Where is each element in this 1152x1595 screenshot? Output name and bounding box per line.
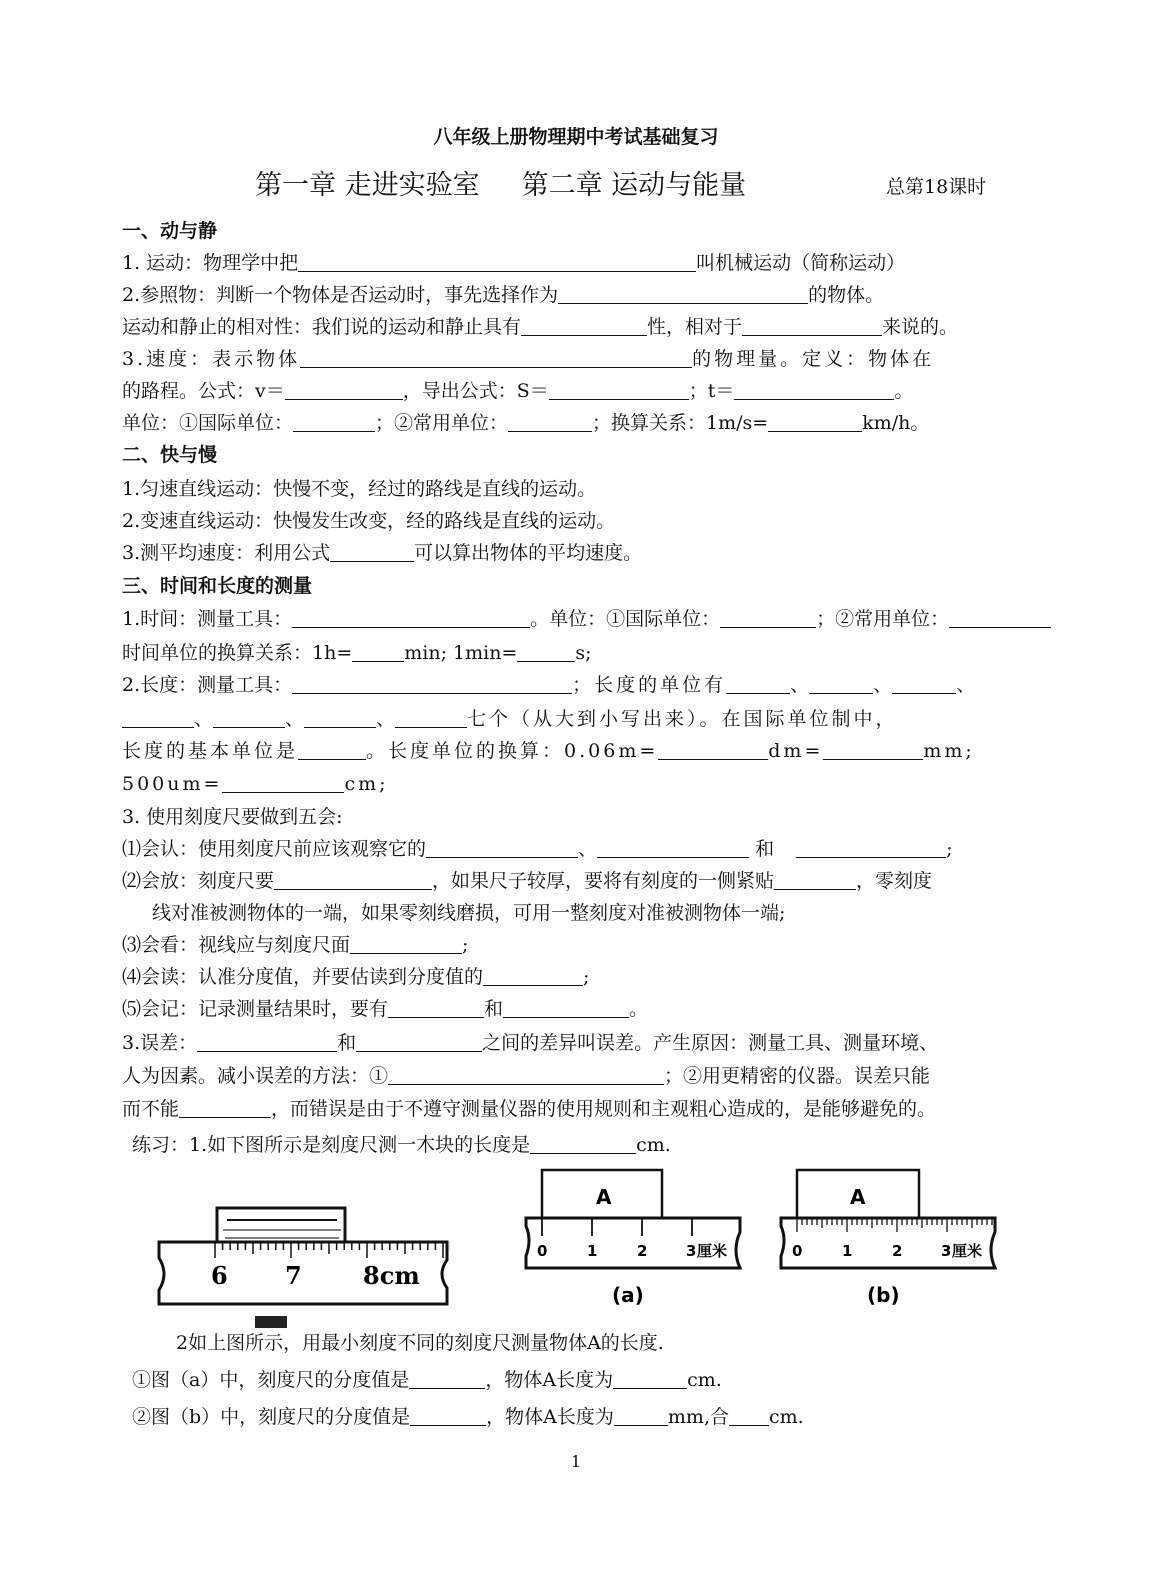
s2-line-3: 3.测平均速度：利用公式 可以算出物体的平均速度。 bbox=[122, 542, 643, 564]
answer-blank[interactable] bbox=[768, 411, 862, 432]
answer-blank[interactable] bbox=[892, 673, 956, 694]
answer-blank[interactable] bbox=[298, 251, 696, 272]
answer-blank[interactable] bbox=[293, 411, 375, 432]
ruler-label-0: 0 bbox=[792, 1242, 803, 1260]
answer-blank[interactable] bbox=[742, 315, 882, 336]
answer-blank[interactable] bbox=[388, 1064, 664, 1085]
answer-blank[interactable] bbox=[658, 739, 768, 760]
answer-blank[interactable] bbox=[774, 869, 856, 890]
answer-blank[interactable] bbox=[285, 379, 403, 400]
ruler-rule-4: ⑷会读：认准分度值，并要估读到分度值的 ; bbox=[122, 966, 590, 988]
ruler-label-3: 3 bbox=[941, 1242, 952, 1260]
figure-caption-smudge bbox=[255, 1316, 287, 1328]
ruler-label-2: 2 bbox=[637, 1242, 648, 1260]
answer-blank[interactable] bbox=[530, 1133, 636, 1154]
error-line-3: 而不能 ，而错误是由于不遵守测量仪器的使用规则和主观粗心造成的，是能够避免的。 bbox=[122, 1098, 937, 1120]
answer-blank[interactable] bbox=[330, 541, 414, 562]
answer-blank[interactable] bbox=[734, 379, 894, 400]
ruler-rules-heading: 3. 使用刻度尺要做到五会: bbox=[122, 806, 343, 828]
section-2-heading: 二、快与慢 bbox=[122, 444, 218, 466]
ruler-rule-2-cont: 线对准被测物体的一端，如果零刻线磨损，可用一整刻度对准被测物体一端; bbox=[152, 902, 786, 924]
ruler-label-0: 0 bbox=[537, 1242, 548, 1260]
answer-blank[interactable] bbox=[426, 837, 578, 858]
practice-1: 练习：1.如下图所示是刻度尺测一木块的长度是 cm. bbox=[132, 1134, 671, 1156]
ruler-label-7: 7 bbox=[285, 1261, 302, 1290]
answer-blank[interactable] bbox=[809, 673, 873, 694]
ruler-label-3: 3 bbox=[686, 1242, 697, 1260]
practice-2-b: ②图（b）中，刻度尺的分度值是 ，物体A长度为 mm,合 cm. bbox=[132, 1406, 804, 1428]
answer-blank[interactable] bbox=[483, 965, 583, 986]
answer-blank[interactable] bbox=[823, 739, 923, 760]
answer-blank[interactable] bbox=[597, 837, 749, 858]
s2-line-2: 2.变速直线运动：快慢发生改变，经的路线是直线的运动。 bbox=[122, 510, 616, 532]
section-3-heading: 三、时间和长度的测量 bbox=[122, 575, 313, 597]
s3-length-line-4: 500um= cm; bbox=[122, 773, 389, 795]
answer-blank[interactable] bbox=[274, 869, 432, 890]
figure-caption-a: (a) bbox=[612, 1283, 644, 1307]
answer-blank[interactable] bbox=[292, 673, 572, 694]
answer-blank[interactable] bbox=[521, 315, 647, 336]
object-a-label: A bbox=[850, 1185, 866, 1209]
answer-blank[interactable] bbox=[304, 707, 376, 728]
practice-2: 2如上图所示，用最小刻度不同的刻度尺测量物体A的长度. bbox=[176, 1332, 664, 1354]
ruler-label-8cm: 8cm bbox=[363, 1261, 420, 1290]
answer-blank[interactable] bbox=[517, 641, 575, 662]
s3-length-line-2: 、 、 、 七个（从大到小写出来）。在国际单位制中， bbox=[122, 706, 898, 732]
ruler-unit-label: 厘米 bbox=[697, 1242, 728, 1260]
answer-blank[interactable] bbox=[949, 607, 1051, 628]
answer-blank[interactable] bbox=[388, 997, 484, 1018]
answer-blank[interactable] bbox=[213, 707, 285, 728]
answer-blank[interactable] bbox=[558, 283, 808, 304]
answer-blank[interactable] bbox=[409, 1368, 485, 1389]
answer-blank[interactable] bbox=[292, 607, 530, 628]
answer-blank[interactable] bbox=[508, 411, 592, 432]
ruler-label-1: 1 bbox=[842, 1242, 853, 1260]
answer-blank[interactable] bbox=[350, 933, 462, 954]
chapter-heading bbox=[255, 163, 746, 202]
s1-line-2: 2.参照物：判断一个物体是否运动时，事先选择作为 的物体。 bbox=[122, 284, 885, 306]
ruler-rule-5: ⑸会记：记录测量结果时，要有 和 。 bbox=[122, 998, 649, 1020]
answer-blank[interactable] bbox=[356, 1031, 482, 1052]
answer-blank[interactable] bbox=[720, 607, 816, 628]
ruler-rule-1: ⑴会认：使用刻度尺前应该观察它的 、 和 ; bbox=[122, 838, 953, 860]
answer-blank[interactable] bbox=[410, 1405, 486, 1426]
ruler-figure-1 bbox=[155, 1200, 450, 1330]
answer-blank[interactable] bbox=[222, 772, 344, 793]
error-line-2: 人为因素。减小误差的方法：① ；②用更精密的仪器。误差只能 bbox=[122, 1065, 931, 1087]
answer-blank[interactable] bbox=[298, 739, 366, 760]
ruler-label-6: 6 bbox=[211, 1261, 228, 1290]
section-1-heading: 一、动与静 bbox=[122, 220, 218, 242]
answer-blank[interactable] bbox=[122, 707, 194, 728]
s3-time-line-1: 1.时间：测量工具： 。单位：①国际单位： ；②常用单位： bbox=[122, 606, 1051, 632]
ruler-label-1: 1 bbox=[587, 1242, 598, 1260]
s1-line-4: 3.速度：表示物体 的物理量。定义：物体在 bbox=[122, 348, 935, 370]
answer-blank[interactable] bbox=[395, 707, 467, 728]
answer-blank[interactable] bbox=[726, 673, 790, 694]
ruler-figure-a bbox=[520, 1160, 745, 1310]
page-number: 1 bbox=[570, 1452, 582, 1471]
ruler-rule-3: ⑶会看：视线应与刻度尺面 ; bbox=[122, 934, 469, 956]
answer-blank[interactable] bbox=[352, 641, 404, 662]
s1-line-6: 单位：①国际单位： ；②常用单位： ；换算关系：1m/s= km/h。 bbox=[122, 412, 930, 434]
document-title: 八年级上册物理期中考试基础复习 bbox=[433, 126, 719, 148]
ruler-unit-label: 厘米 bbox=[952, 1242, 983, 1260]
answer-blank[interactable] bbox=[549, 379, 689, 400]
s1-line-1: 1. 运动：物理学中把 叫机械运动（简称运动） bbox=[122, 252, 906, 274]
error-line-1: 3.误差： 和 之间的差异叫误差。产生原因：测量工具、测量环境、 bbox=[122, 1032, 939, 1054]
ruler-figure-b bbox=[775, 1160, 1000, 1310]
s1-line-3: 运动和静止的相对性：我们说的运动和静止具有 性，相对于 来说的。 bbox=[122, 316, 959, 338]
s3-time-line-2: 时间单位的换算关系：1h= min; 1min= s; bbox=[122, 642, 592, 664]
answer-blank[interactable] bbox=[179, 1097, 271, 1118]
answer-blank[interactable] bbox=[614, 1405, 668, 1426]
answer-blank[interactable] bbox=[796, 837, 946, 858]
answer-blank[interactable] bbox=[300, 347, 692, 368]
answer-blank[interactable] bbox=[613, 1368, 687, 1389]
s1-line-5: 的路程。公式：v＝ ，导出公式：S＝ ；t＝ 。 bbox=[122, 380, 914, 402]
object-a-label: A bbox=[596, 1185, 612, 1209]
answer-blank[interactable] bbox=[197, 1031, 337, 1052]
s3-length-line-1: 2.长度：测量工具： ；长度的单位有 、 、 、 bbox=[122, 674, 976, 696]
chapter-2-title: 第二章 运动与能量 bbox=[521, 170, 747, 201]
chapter-1-title: 第一章 走进实验室 bbox=[255, 170, 480, 201]
answer-blank[interactable] bbox=[503, 997, 629, 1018]
s2-line-1: 1.匀速直线运动：快慢不变，经过的路线是直线的运动。 bbox=[122, 478, 597, 500]
figure-caption-b: (b) bbox=[867, 1283, 900, 1307]
s3-length-line-3: 长度的基本单位是 。长度单位的换算：0.06m= dm= mm; bbox=[122, 740, 975, 762]
answer-blank[interactable] bbox=[729, 1405, 769, 1426]
ruler-rule-2: ⑵会放：刻度尺要 ，如果尺子较厚，要将有刻度的一侧紧贴 ，零刻度 bbox=[122, 870, 933, 892]
ruler-label-2: 2 bbox=[892, 1242, 903, 1260]
lesson-number: 总第18课时 bbox=[886, 176, 987, 198]
practice-2-a: ①图（a）中，刻度尺的分度值是 ，物体A长度为 cm. bbox=[132, 1369, 722, 1391]
